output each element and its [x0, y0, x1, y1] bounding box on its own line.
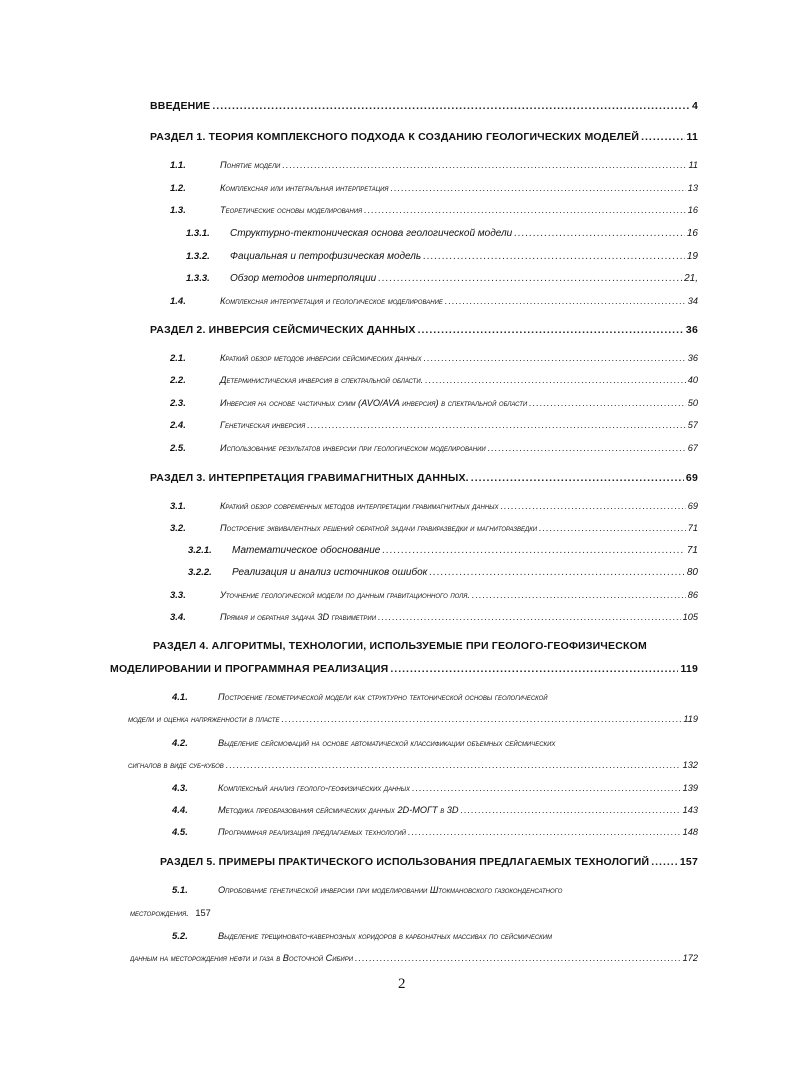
toc-page: 71	[687, 523, 698, 533]
toc-title: РАЗДЕЛ 3. ИНТЕРПРЕТАЦИЯ ГРАВИМАГНИТНЫХ ДАННЫХ.	[150, 472, 469, 484]
toc-title-continued: сигналов в виде суб-кубов	[128, 760, 224, 770]
toc-entry-2-3[interactable]	[170, 398, 698, 409]
toc-page: 71	[686, 545, 698, 556]
toc-page: 34	[687, 296, 698, 306]
toc-page: 11	[686, 131, 698, 143]
toc-title: Комплексный анализ геолого-геофизических данных	[218, 783, 411, 793]
toc-number: 2.2.	[170, 375, 186, 386]
toc-entry-5-2[interactable]	[130, 953, 698, 963]
toc-entry-3-2-2[interactable]	[188, 567, 698, 578]
toc-title: Краткий обзор современных методов интерпретации гравимагнитных данных	[220, 501, 499, 511]
toc-title: Фациальная и петрофизическая модель	[230, 251, 422, 262]
toc-title: Методика преобразования сейсмических данных 2D-МОГТ в 3D	[218, 805, 459, 815]
toc-number: 1.3.1.	[186, 228, 210, 239]
leader-dots	[226, 760, 681, 770]
toc-title: Опробование генетической инверсии при моделировании Штокмановского газоконденсатного	[218, 885, 563, 895]
leader-dots	[408, 827, 681, 837]
toc-title: Детерминистическая инверсия в спектральной области.	[220, 375, 424, 385]
toc-title: Комплексная интерпретация и геологическое моделирование	[220, 296, 443, 306]
toc-title: Выделение сейсмофаций на основе автоматической классификации объемных сейсмических	[218, 738, 556, 748]
toc-title: Теоретические основы моделирования	[220, 205, 363, 215]
toc-title: Программная реализация предлагаемых технологий	[218, 827, 406, 837]
toc-page: 157	[195, 908, 211, 918]
toc-number: 4.2.	[172, 738, 188, 749]
toc-page: 36	[685, 324, 698, 336]
toc-entry-1-3-1[interactable]	[186, 228, 698, 239]
toc-number: 5.2.	[172, 931, 188, 942]
toc-title: Генетическая инверсия	[220, 420, 306, 430]
toc-page: 139	[682, 783, 698, 793]
toc-number: 1.4.	[170, 296, 186, 307]
toc-number: 3.4.	[170, 612, 186, 623]
toc-section-5[interactable]	[160, 856, 698, 868]
leader-dots	[307, 420, 686, 430]
toc-entry-5-1-line1[interactable]	[172, 885, 562, 896]
toc-number: 4.3.	[172, 783, 188, 794]
toc-page: 143	[682, 805, 698, 815]
toc-page: 16	[687, 205, 698, 215]
toc-entry-4-2[interactable]	[128, 760, 698, 770]
toc-title: Реализация и анализ источников ошибок	[232, 567, 428, 578]
toc-entry-5-1[interactable]	[130, 908, 211, 918]
toc-page: 4	[691, 100, 698, 112]
toc-number: 1.3.	[170, 205, 186, 216]
toc-title: Математическое обоснование	[232, 545, 381, 556]
toc-page: 69	[687, 501, 698, 511]
leader-dots	[514, 228, 685, 239]
toc-number: 2.4.	[170, 420, 186, 431]
toc-title: Построение эквивалентных решений обратной задачи гравиразведки и магниторазведки	[220, 523, 538, 533]
leader-dots	[461, 805, 681, 815]
leader-dots	[423, 251, 685, 262]
toc-section-1[interactable]	[150, 131, 698, 143]
toc-page: 67	[687, 443, 698, 453]
toc-number: 3.3.	[170, 590, 186, 601]
toc-entry-1-4[interactable]	[170, 296, 698, 307]
toc-entry-3-2-1[interactable]	[188, 545, 698, 556]
toc-page: 172	[682, 953, 698, 963]
toc-entry-3-1[interactable]	[170, 501, 698, 512]
toc-entry-3-3[interactable]	[170, 590, 698, 601]
toc-title: Использование результатов инверсии при геологическом моделировании	[220, 443, 486, 453]
toc-title-continued: данным на месторождения нефти и газа в Восточной Сибири	[130, 953, 353, 963]
toc-section-3[interactable]	[150, 472, 698, 484]
toc-entry-2-2[interactable]	[170, 375, 698, 386]
leader-dots	[412, 783, 681, 793]
toc-page: 40	[687, 375, 698, 385]
toc-title: РАЗДЕЛ 5. ПРИМЕРЫ ПРАКТИЧЕСКОГО ИСПОЛЬЗОВАНИЯ ПРЕДЛАГАЕМЫХ ТЕХНОЛОГИЙ	[160, 856, 650, 868]
toc-entry-4-2-line1[interactable]	[172, 738, 555, 749]
toc-title: Выделение трещиновато-кавернозных коридоров в карбонатных массивах по сейсмическим	[218, 931, 552, 941]
toc-number: 3.2.	[170, 523, 186, 534]
toc-title: РАЗДЕЛ 2. ИНВЕРСИЯ СЕЙСМИЧЕСКИХ ДАННЫХ	[150, 324, 416, 336]
toc-number: 1.2.	[170, 183, 186, 194]
leader-dots	[471, 472, 684, 484]
toc-page: 16	[686, 228, 698, 239]
toc-entry-1-3-3[interactable]	[186, 273, 698, 284]
toc-page: 105	[682, 612, 698, 622]
leader-dots	[429, 567, 684, 578]
toc-entry-4-4[interactable]	[172, 805, 698, 816]
toc-number: 1.3.3.	[186, 273, 210, 284]
leader-dots	[378, 612, 681, 622]
toc-number: 3.2.2.	[188, 567, 212, 578]
leader-dots	[390, 663, 678, 675]
leader-dots	[378, 273, 682, 284]
toc-page: 13	[687, 183, 698, 193]
leader-dots	[501, 501, 686, 511]
page-number: 2	[398, 976, 406, 992]
toc-title: МОДЕЛИРОВАНИИ И ПРОГРАММНАЯ РЕАЛИЗАЦИЯ	[110, 663, 389, 675]
toc-title: Построение геометрической модели как структурно тектонической основы геологической	[218, 692, 548, 702]
toc-number: 3.1.	[170, 501, 186, 512]
toc-number: 5.1.	[172, 885, 188, 896]
toc-title: Понятие модели	[220, 160, 281, 170]
toc-page: 36	[687, 353, 698, 363]
leader-dots	[445, 296, 686, 306]
toc-section-4[interactable]	[110, 663, 698, 675]
toc-title: Краткий обзор методов инверсии сейсмических данных	[220, 353, 422, 363]
leader-dots	[641, 131, 684, 143]
leader-dots	[488, 443, 686, 453]
leader-dots	[418, 324, 684, 336]
toc-entry-2-1[interactable]	[170, 353, 698, 364]
toc-entry-3-4[interactable]	[170, 612, 698, 623]
toc-number: 2.5.	[170, 443, 186, 454]
toc-title: Прямая и обратная задача 3D гравиметрии	[220, 612, 376, 622]
leader-dots	[282, 160, 686, 170]
toc-page: 157	[679, 856, 698, 868]
leader-dots	[391, 183, 686, 193]
toc-section-2[interactable]	[150, 324, 698, 336]
toc-page: 69	[685, 472, 698, 484]
toc-number: 1.1.	[170, 160, 186, 171]
toc-title-continued: месторождения.	[130, 908, 189, 918]
toc-page: 119	[680, 663, 698, 675]
leader-dots	[212, 100, 690, 112]
toc-page: 86	[687, 590, 698, 600]
toc-title: Обзор методов интерполяции	[230, 273, 377, 284]
leader-dots	[651, 856, 678, 868]
toc-number: 4.4.	[172, 805, 188, 816]
toc-page: 80	[686, 567, 698, 578]
toc-entry-3-2[interactable]	[170, 523, 698, 534]
toc-number: 4.5.	[172, 827, 188, 838]
leader-dots	[382, 545, 685, 556]
toc-page: 19	[686, 251, 698, 262]
toc-title: РАЗДЕЛ 1. ТЕОРИЯ КОМПЛЕКСНОГО ПОДХОДА К СОЗДАНИЮ ГЕОЛОГИЧЕСКИХ МОДЕЛЕЙ	[150, 131, 640, 143]
toc-number: 3.2.1.	[188, 545, 212, 556]
toc-page: 148	[682, 827, 698, 837]
toc-entry-4-1[interactable]	[128, 714, 698, 724]
toc-title-continued: модели и оценка напряженности в пласте	[128, 714, 280, 724]
toc-entry-intro[interactable]	[150, 100, 698, 112]
leader-dots	[364, 205, 686, 215]
toc-section-4-line1[interactable]: РАЗДЕЛ 4. АЛГОРИТМЫ, ТЕХНОЛОГИИ, ИСПОЛЬЗУЕМЫЕ ПРИ ГЕОЛОГО-ГЕОФИЗИЧЕСКОМ	[153, 640, 647, 652]
toc-entry-5-2-line1[interactable]	[172, 931, 552, 942]
toc-page: 11	[688, 160, 698, 170]
toc-number: 1.3.2.	[186, 251, 210, 262]
leader-dots	[539, 523, 686, 533]
leader-dots	[424, 353, 686, 363]
toc-page: 21,	[684, 273, 698, 284]
leader-dots	[425, 375, 686, 385]
toc-number: 2.3.	[170, 398, 186, 409]
toc-number: 2.1.	[170, 353, 186, 364]
toc-entry-4-1-line1[interactable]	[172, 692, 548, 703]
leader-dots	[281, 714, 681, 724]
toc-entry-1-3-2[interactable]	[186, 251, 698, 262]
toc-page: 132	[682, 760, 698, 770]
toc-entry-2-5[interactable]	[170, 443, 698, 454]
toc-number: 4.1.	[172, 692, 188, 703]
toc-entry-2-4[interactable]	[170, 420, 698, 431]
leader-dots	[529, 398, 686, 408]
toc-title: Инверсия на основе частичных сумм (AVO/AVA инверсия) в спектральной области	[220, 398, 528, 408]
leader-dots	[472, 590, 686, 600]
toc-title: Комплексная или интегральная интерпретация	[220, 183, 389, 193]
toc-entry-1-3[interactable]	[170, 205, 698, 216]
toc-title: Уточнение геологической модели по данным гравитационного поля.	[220, 590, 470, 600]
toc-page: 119	[683, 714, 698, 724]
toc-entry-4-5[interactable]	[172, 827, 698, 838]
leader-dots	[355, 953, 681, 963]
toc-title: ВВЕДЕНИЕ	[150, 100, 211, 112]
toc-page: 57	[687, 420, 698, 430]
toc-page: 50	[687, 398, 698, 408]
toc-entry-1-1[interactable]	[170, 160, 698, 171]
toc-title: Структурно-тектоническая основа геологической модели	[230, 228, 513, 239]
toc-entry-4-3[interactable]	[172, 783, 698, 794]
toc-entry-1-2[interactable]	[170, 183, 698, 194]
